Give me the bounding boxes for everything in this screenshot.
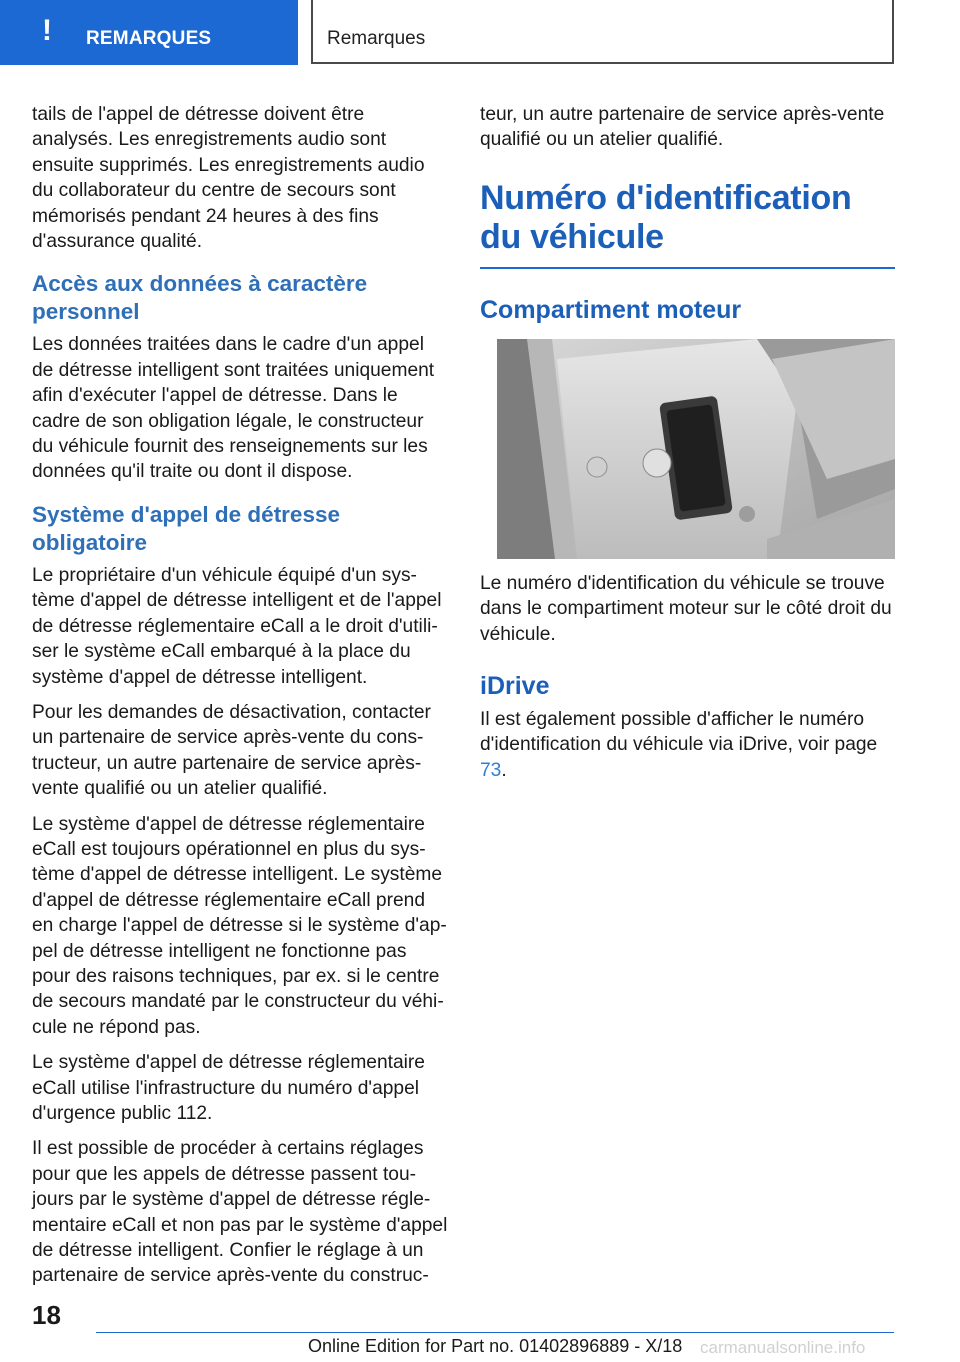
heading-idrive: iDrive [480, 672, 550, 701]
paragraph-idrive [480, 707, 896, 783]
heading-divider [480, 267, 895, 269]
engine-compartment-illustration [497, 339, 895, 559]
right-column [480, 102, 896, 793]
chapter-title-box [311, 0, 894, 64]
watermark: carmanualsonline.info [700, 1338, 866, 1357]
chapter-title: Remarques [327, 28, 426, 49]
edition-footer: Online Edition for Part no. 01402896889 - X/18 [308, 1336, 683, 1356]
paragraph-deactivation: Pour les demandes de désactivation, contacter un partenaire de service après-vente du constructeur, un autre partenaire de service après-vente qualifié ou un atelier qualifié. [32, 701, 431, 800]
idrive-text-end: . [501, 759, 507, 781]
page-header [0, 0, 960, 66]
exclamation-icon: ! [42, 14, 52, 47]
paragraph-data-access: Les données traitées dans le cadre d'un appel de détresse intelligent sont traitées uniquement afin d'exécuter l'appel de détresse. Dans le cadre de son obligation légale, le constructeur du véhicule fournit des renseignements sur les données qu'il traite ou dont il dispose. [32, 334, 435, 483]
paragraph-ecall-infrastructure: Le système d'appel de détresse réglementaire eCall utilise l'infrastructure du numéro d'appel d'urgence public 112. [32, 1052, 425, 1124]
left-column [32, 102, 448, 1299]
page-reference-link[interactable]: 73 [480, 759, 502, 781]
section-tab-label: REMARQUES [86, 28, 212, 49]
heading-mandatory-system: Système d'appel de détresse obligatoire [32, 501, 340, 555]
engine-compartment-image [497, 339, 895, 559]
footer-divider [96, 1332, 894, 1333]
paragraph-intro: tails de l'appel de détresse doivent être analysés. Les enregistrements audio sont ensuite supprimés. Les enregistrements audio du collaborateur du centre de secours sont mémorisés pendant 24 heures à des fins d'assurance qualité. [32, 104, 425, 253]
heading-data-access: Accès aux données à caractère personnel [32, 271, 368, 325]
heading-engine-compartment: Compartiment moteur [480, 295, 742, 324]
paragraph-ecall-operational: Le système d'appel de détresse réglementaire eCall est toujours opérationnel en plus du système d'appel de détresse intelligent. Le système d'appel de détresse réglementaire eCall prend en charge l'appel de détresse si le système d'appel de détresse intelligent ne fonctionne pas pour des raisons techniques, par ex. si le centre de secours mandaté par le constructeur du véhicule ne répond pas. [32, 813, 447, 1038]
paragraph-owner-rights: Le propriétaire d'un véhicule équipé d'un système d'appel de détresse intelligent et de l'appel de détresse réglementaire eCall a le droit d'utiliser le système eCall embarqué à la place du système d'appel de détresse intelligent. [32, 564, 442, 688]
heading-vin: Numéro d'identification du véhicule [480, 178, 852, 256]
paragraph-settings: Il est possible de procéder à certains réglages pour que les appels de détresse passent toujours par le système d'appel de détresse réglementaire eCall et non pas par le système d'appel de détresse intelligent. Confier le réglage à un partenaire de service après-vente du construc- [32, 1138, 448, 1287]
paragraph-continued: teur, un autre partenaire de service après-vente qualifié ou un atelier qualifié. [480, 104, 885, 151]
idrive-text: Il est également possible d'afficher le numéro d'identification du véhicule via iDrive, voir page [480, 709, 878, 756]
section-tab[interactable] [0, 0, 298, 65]
paragraph-vin-location: Le numéro d'identification du véhicule se trouve dans le compartiment moteur sur le côté droit du véhicule. [480, 572, 892, 645]
page-number: 18 [32, 1300, 61, 1330]
